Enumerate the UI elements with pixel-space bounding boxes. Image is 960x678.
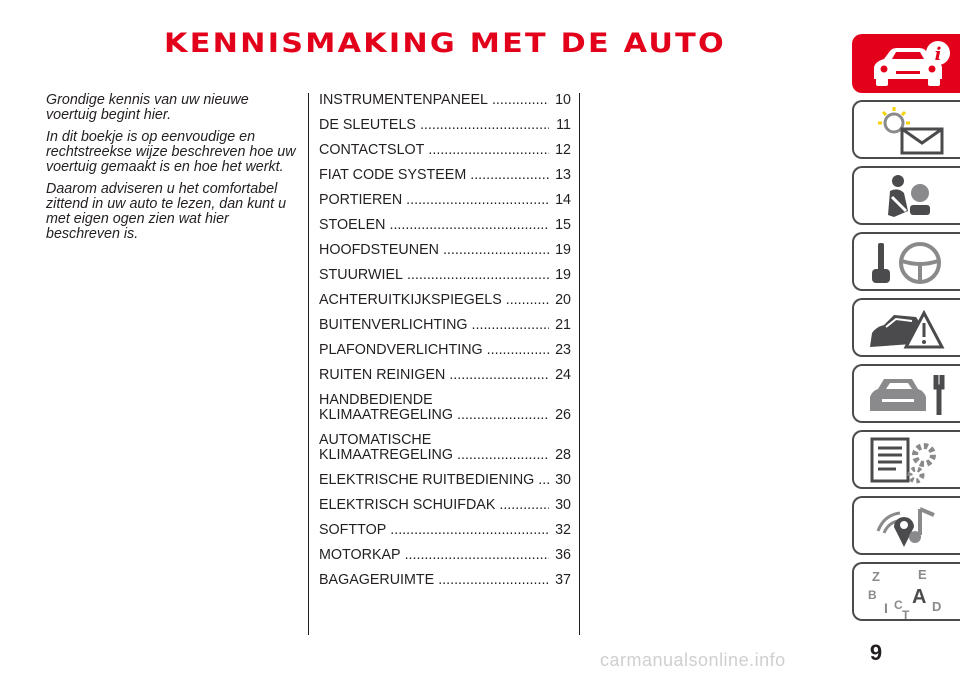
toc-leader-dots <box>538 473 549 488</box>
toc-item[interactable] <box>319 343 571 358</box>
toc-item-label: STUURWIEL <box>319 267 403 283</box>
car-wrench-icon <box>864 369 954 421</box>
car-info-icon <box>864 39 954 91</box>
toc-leader-dots <box>449 368 549 383</box>
toc-item[interactable] <box>319 318 571 333</box>
toc-item[interactable] <box>319 393 571 423</box>
toc-item-page: 26 <box>555 407 571 423</box>
toc-item-page: 30 <box>555 497 571 513</box>
index-letter-e: E <box>918 567 927 582</box>
toc-leader-dots <box>492 93 549 108</box>
column-divider-left <box>308 93 309 635</box>
index-letter-a: A <box>912 586 927 608</box>
toc-item-page: 30 <box>555 472 571 488</box>
tab-safety[interactable] <box>852 166 960 225</box>
toc-leader-dots <box>428 143 549 158</box>
toc-item-page: 23 <box>555 342 571 358</box>
toc-leader-dots <box>472 318 549 333</box>
toc-leader-dots <box>389 218 549 233</box>
toc-item-label: DE SLEUTELS <box>319 117 416 133</box>
toc-item-page: 20 <box>555 292 571 308</box>
toc-item-label: AUTOMATISCHE KLIMAATREGELING <box>319 432 453 463</box>
table-of-contents <box>319 93 571 598</box>
toc-item-page: 32 <box>555 522 571 538</box>
toc-leader-dots <box>487 343 549 358</box>
toc-item-page: 10 <box>555 92 571 108</box>
toc-item-label: HANDBEDIENDE KLIMAATREGELING <box>319 392 453 423</box>
toc-item[interactable] <box>319 193 571 208</box>
toc-item-page: 13 <box>555 167 571 183</box>
specifications-gear-icon <box>864 435 954 487</box>
toc-item[interactable] <box>319 293 571 308</box>
toc-item-page: 14 <box>555 192 571 208</box>
toc-item[interactable] <box>319 473 571 488</box>
alphabet-index-icon <box>864 567 954 619</box>
index-letter-b: B <box>868 588 877 602</box>
intro-paragraph: In dit boekje is op eenvoudige en rechtstreekse wijze beschreven hoe uw voertuig gemaakt is en hoe het werkt. <box>46 129 296 175</box>
toc-item-label: ELEKTRISCH SCHUIFDAK <box>319 497 496 513</box>
toc-item-label: MOTORKAP <box>319 547 401 563</box>
toc-item[interactable] <box>319 143 571 158</box>
toc-item[interactable] <box>319 368 571 383</box>
toc-item-label: BAGAGERUIMTE <box>319 572 435 588</box>
toc-item-page: 21 <box>555 317 571 333</box>
tab-multimedia[interactable] <box>852 496 960 555</box>
toc-item-page: 12 <box>555 142 571 158</box>
toc-item-label: ELEKTRISCHE RUITBEDIENING <box>319 472 535 488</box>
warning-light-envelope-icon <box>864 105 954 157</box>
toc-item[interactable] <box>319 498 571 513</box>
index-letter-t: T <box>902 608 910 619</box>
toc-item[interactable] <box>319 268 571 283</box>
toc-item[interactable] <box>319 93 571 108</box>
toc-item-page: 11 <box>556 117 571 133</box>
tab-maintenance[interactable] <box>852 364 960 423</box>
svg-text:i: i <box>934 44 942 65</box>
toc-item[interactable] <box>319 523 571 538</box>
tab-warning-lights[interactable] <box>852 100 960 159</box>
toc-leader-dots <box>390 523 549 538</box>
toc-item-label: FIAT CODE SYSTEEM <box>319 167 467 183</box>
toc-leader-dots <box>406 193 549 208</box>
chapter-tabs <box>852 34 960 628</box>
intro-text <box>46 93 298 249</box>
index-letter-d: D <box>932 599 942 614</box>
page-title: KENNISMAKING MET DE AUTO <box>164 28 726 59</box>
tab-start-drive[interactable] <box>852 232 960 291</box>
page-number: 9 <box>869 640 883 665</box>
toc-item-label: ACHTERUITKIJKSPIEGELS <box>319 292 502 308</box>
toc-leader-dots <box>443 243 549 258</box>
index-letter-z: Z <box>872 569 880 584</box>
toc-item-label: CONTACTSLOT <box>319 142 425 158</box>
seat-airbag-icon <box>864 171 954 223</box>
watermark: carmanualsonline.info <box>600 650 786 670</box>
toc-leader-dots <box>407 268 549 283</box>
toc-leader-dots <box>405 548 549 563</box>
toc-item-label: PLAFONDVERLICHTING <box>319 342 483 358</box>
tab-specifications[interactable] <box>852 430 960 489</box>
toc-item[interactable] <box>319 218 571 233</box>
toc-item-page: 28 <box>555 447 571 463</box>
toc-leader-dots <box>438 573 549 588</box>
toc-item-label: PORTIEREN <box>319 192 403 208</box>
toc-item-page: 19 <box>555 242 571 258</box>
toc-item[interactable] <box>319 433 571 463</box>
toc-item[interactable] <box>319 118 571 133</box>
toc-item[interactable] <box>319 573 571 588</box>
toc-item[interactable] <box>319 243 571 258</box>
toc-item-label: RUITEN REINIGEN <box>319 367 446 383</box>
toc-item-page: 36 <box>555 547 571 563</box>
intro-paragraph: Grondige kennis van uw nieuwe voertuig begint hier. <box>46 92 249 123</box>
toc-leader-dots <box>420 118 549 133</box>
index-letter-c: C <box>894 598 903 612</box>
toc-item-label: BUITENVERLICHTING <box>319 317 468 333</box>
car-warning-triangle-icon <box>864 303 954 355</box>
toc-leader-dots <box>470 168 549 183</box>
tab-emergency[interactable] <box>852 298 960 357</box>
toc-leader-dots <box>457 408 549 423</box>
toc-item-page: 37 <box>555 572 571 588</box>
index-letter-i: I <box>884 600 888 616</box>
toc-leader-dots <box>499 498 549 513</box>
toc-leader-dots <box>506 293 549 308</box>
toc-item-page: 15 <box>555 217 571 233</box>
toc-leader-dots <box>457 448 549 463</box>
key-steering-wheel-icon <box>864 237 954 289</box>
toc-item-label: HOOFDSTEUNEN <box>319 242 439 258</box>
toc-item[interactable] <box>319 168 571 183</box>
toc-item-label: STOELEN <box>319 217 386 233</box>
toc-item[interactable] <box>319 548 571 563</box>
toc-item-label: INSTRUMENTENPANEEL <box>319 92 488 108</box>
toc-item-page: 24 <box>555 367 571 383</box>
tab-index[interactable] <box>852 562 960 621</box>
column-divider-right <box>579 93 580 635</box>
tab-car-info[interactable] <box>852 34 960 93</box>
toc-item-label: SOFTTOP <box>319 522 387 538</box>
intro-paragraph: Daarom adviseren u het comfortabel zittend in uw auto te lezen, dan kunt u met eigen ogen zien wat hier beschreven is. <box>46 181 287 242</box>
multimedia-note-icon <box>864 501 954 553</box>
toc-item-page: 19 <box>555 267 571 283</box>
